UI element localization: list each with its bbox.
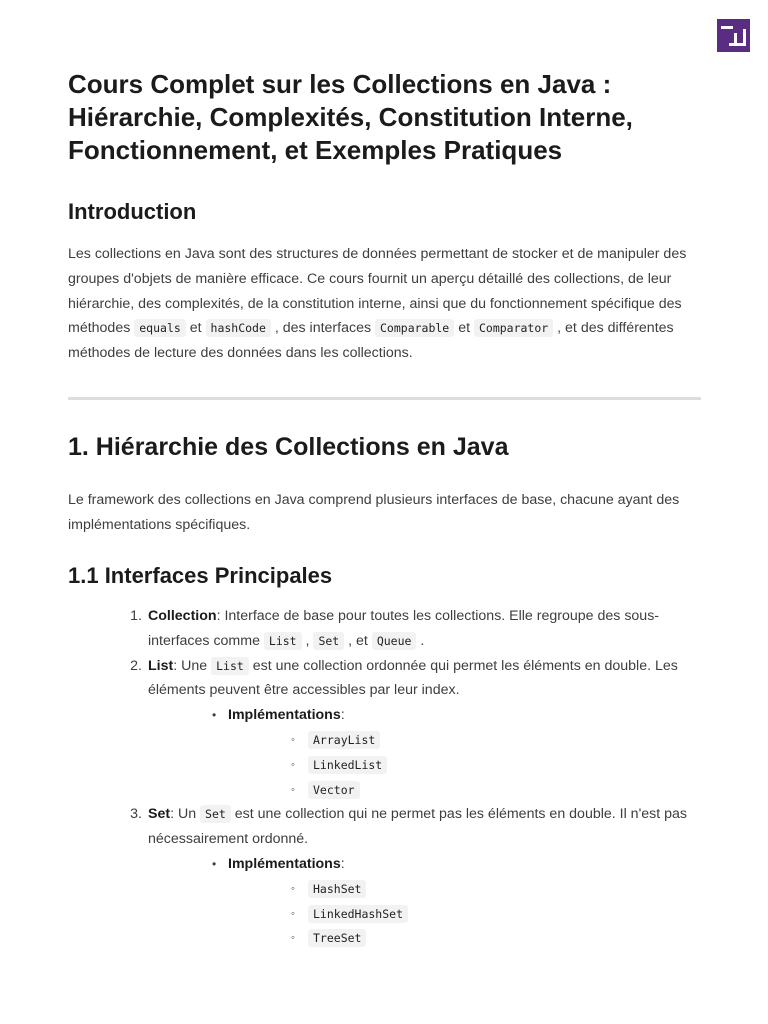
interfaces-list xyxy=(68,604,701,951)
section-1-paragraph: Le framework des collections en Java comprend plusieurs interfaces de base, chacune ayant des implémentations spécifiques. xyxy=(68,492,680,533)
code-list: List xyxy=(264,632,302,650)
impl-item xyxy=(68,877,701,902)
code-set: Set xyxy=(200,805,231,823)
code-set: Set xyxy=(313,632,344,650)
impl-item xyxy=(68,778,701,803)
bullet-icon: • xyxy=(212,856,217,871)
item-text: : Une xyxy=(173,657,212,674)
code-linkedhashset: LinkedHashSet xyxy=(308,905,408,923)
item-text: : Un xyxy=(170,806,201,823)
intro-text: et xyxy=(454,320,474,337)
item-text: . xyxy=(416,632,425,649)
intro-heading: Introduction xyxy=(68,199,197,224)
circle-bullet-icon: ◦ xyxy=(291,758,295,771)
impl-item xyxy=(68,753,701,778)
intro-paragraph xyxy=(68,242,708,366)
circle-bullet-icon: ◦ xyxy=(291,882,295,895)
impl-item xyxy=(68,902,701,927)
circle-bullet-icon: ◦ xyxy=(291,733,295,746)
code-comparable: Comparable xyxy=(375,319,454,337)
intro-text: , et des différentes méthodes de lecture des données dans les collections. xyxy=(68,320,674,362)
code-hashset: HashSet xyxy=(308,880,366,898)
circle-bullet-icon: ◦ xyxy=(291,932,295,945)
circle-bullet-icon: ◦ xyxy=(291,907,295,920)
list-text xyxy=(148,658,678,699)
impl-item xyxy=(68,926,701,951)
impl-item xyxy=(68,728,701,753)
code-arraylist: ArrayList xyxy=(308,731,380,749)
section-1-heading: 1. Hiérarchie des Collections en Java xyxy=(68,433,509,461)
code-vector: Vector xyxy=(308,781,360,799)
list-item-set xyxy=(68,802,701,852)
implementations-label: Implémentations xyxy=(228,855,341,872)
code-list: List xyxy=(211,657,249,675)
implementations-bullet xyxy=(68,703,701,728)
colon: : xyxy=(340,855,345,872)
brand-logo-icon xyxy=(717,19,750,52)
code-comparator: Comparator xyxy=(474,319,553,337)
term-collection: Collection xyxy=(148,608,217,624)
term-set: Set xyxy=(148,806,171,823)
implementations-bullet xyxy=(68,852,701,877)
circle-bullet-icon: ◦ xyxy=(291,783,295,796)
intro-text: , des interfaces xyxy=(270,320,375,337)
list-number: 3. xyxy=(130,806,142,823)
item-text: est une collection ordonnée qui permet les éléments en double. Les éléments peuvent être accessibles par leur index. xyxy=(148,657,678,699)
bullet-icon: • xyxy=(212,708,217,723)
list-number: 1. xyxy=(130,608,142,624)
item-text: : Interface de base pour toutes les collections. Elle regroupe des sous-interfaces comme xyxy=(148,608,660,649)
code-hashcode: hashCode xyxy=(206,319,271,337)
document-title: Cours Complet sur les Collections en Java : Hiérarchie, Complexités, Constitution Interne, Fonctionnement, et Exemples Pratiques xyxy=(68,69,633,165)
list-number: 2. xyxy=(130,657,142,674)
item-text: est une collection qui ne permet pas les éléments en double. Il n'est pas nécessairement ordonné. xyxy=(148,806,688,848)
list-text xyxy=(148,608,659,649)
item-text: , et xyxy=(344,632,372,649)
code-treeset: TreeSet xyxy=(308,929,366,947)
section-1-1-heading: 1.1 Interfaces Principales xyxy=(68,563,333,588)
intro-text: Les collections en Java sont des structures de données permettant de stocker et de manipuler des groupes d'objets de manière efficace. Ce cours fournit un aperçu détaillé des collections, de leur hiérarchie, des complexités, de la constitution interne, ainsi que du fonctionnement spécifique des méthodes xyxy=(68,246,687,337)
term-list: List xyxy=(148,657,174,674)
code-linkedlist: LinkedList xyxy=(308,756,387,774)
section-divider xyxy=(68,397,701,400)
list-item-list xyxy=(68,654,701,704)
colon: : xyxy=(340,707,345,724)
intro-text: et xyxy=(185,320,206,337)
code-queue: Queue xyxy=(372,632,417,650)
item-text: , xyxy=(301,632,314,649)
code-equals: equals xyxy=(134,319,186,337)
implementations-label: Implémentations xyxy=(228,707,341,724)
list-text xyxy=(148,806,687,847)
list-item-collection xyxy=(68,604,701,654)
